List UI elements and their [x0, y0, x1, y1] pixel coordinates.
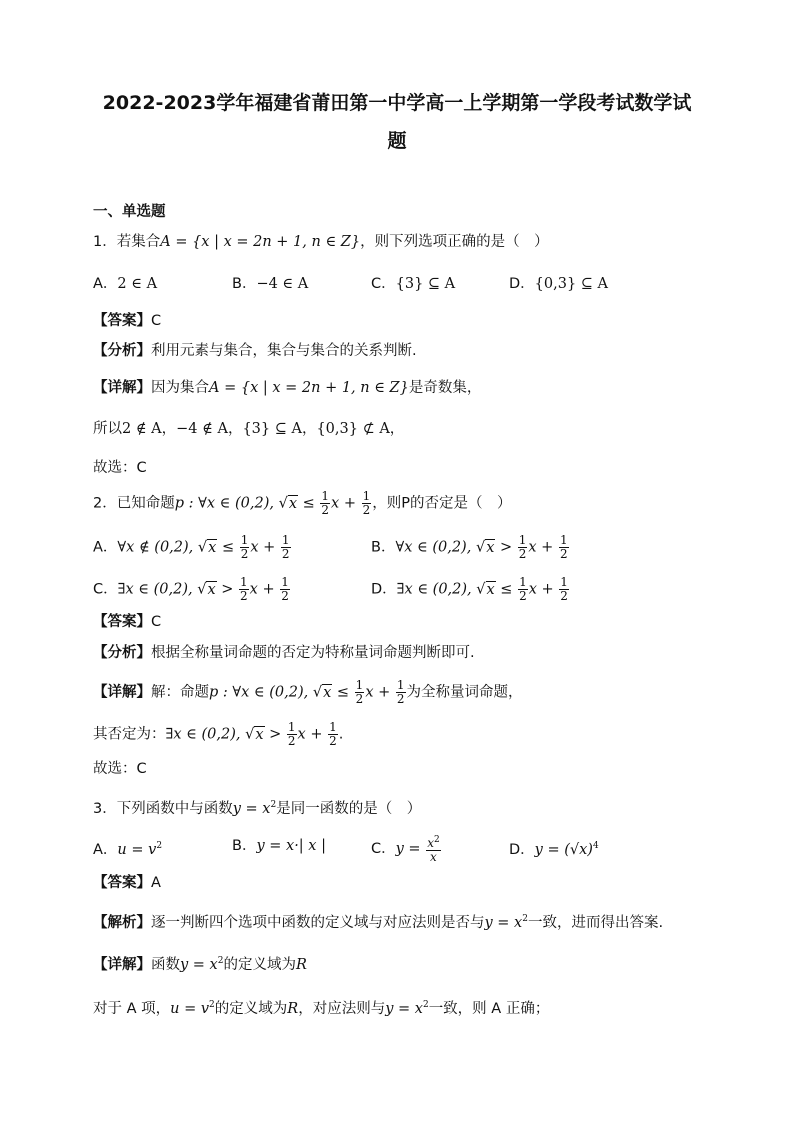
q1-option-c: C．{3} ⊆ A — [371, 276, 456, 292]
q2-option-a: A．∀x ∉ (0,2), √x ≤ $\frac{1}{2}$ x + $\frac{1}{2}$ — [93, 533, 290, 561]
q3-item-a: 对于 A 项，$u = v^2$的定义域为R，对应法则与$y = x^2$一致，则 A 正确； — [93, 1000, 550, 1017]
q2-option-d: D．∃x ∈ (0,2), √x ≤ $\frac{1}{2}$ x + $\frac{1}{2}$ — [371, 575, 568, 603]
q1-option-a: A．2 ∈ A — [93, 276, 158, 292]
document-title-line1: 2022-2023学年福建省莆田第一中学高一上学期第一学段考试数学试 — [102, 92, 692, 114]
q1-option-d: D．{0,3} ⊆ A — [509, 276, 609, 292]
q3-analysis: 【解析】逐一判断四个选项中函数的定义域与对应法则是否与$y = x^2$一致，进而得出答案. — [93, 914, 664, 931]
q1-analysis: 【分析】利用元素与集合，集合与集合的关系判断. — [93, 343, 417, 359]
q1-option-b: B．−4 ∈ A — [232, 276, 309, 292]
q1-choose: 故选：C — [93, 460, 147, 476]
q1-detail: 【详解】因为集合A = {x | x = 2n + 1, n ∈ Z}是奇数集， — [93, 380, 482, 396]
q2-option-c: C．∃x ∈ (0,2), √x > $\frac{1}{2}$ x + $\frac{1}{2}$ — [93, 575, 289, 603]
q2-analysis: 【分析】根据全称量词命题的否定为特称量词命题判断即可. — [93, 645, 475, 661]
q2-answer: 【答案】C — [93, 614, 162, 630]
q3-stem: 3．下列函数中与函数$y = x^2$是同一函数的是（ ） — [93, 800, 422, 817]
q3-answer: 【答案】A — [93, 875, 161, 891]
q3-option-b: B．y = x·| x | — [232, 838, 326, 854]
q2-choose: 故选：C — [93, 761, 147, 777]
sqrt-x: √x — [278, 495, 298, 512]
q1-conclusion: 所以2 ∉ A，−4 ∉ A，{3} ⊆ A，{0,3} ⊄ A， — [93, 421, 405, 437]
q3-option-d: D．$y = (√x)^4$ — [509, 841, 599, 858]
q3-option-a: A．$u = v^2$ — [93, 841, 163, 858]
q1-stem: 1．若集合A = {x | x = 2n + 1, n ∈ Z}，则下列选项正确的是（ ） — [93, 234, 549, 250]
q2-detail: 【详解】解：命题p : ∀x ∈ (0,2), √x ≤ $\frac{1}{2}$ x + $\frac{1}{2}$ 为全称量词命题， — [93, 678, 523, 706]
q2-option-b: B．∀x ∈ (0,2), √x > $\frac{1}{2}$ x + $\frac{1}{2}$ — [371, 533, 568, 561]
q3-option-c: C．y = $\frac{x^2}{x}$ — [371, 835, 440, 864]
document-title-line2: 题 — [387, 130, 407, 152]
q2-stem: 2．已知命题p : ∀x ∈ (0,2), √x ≤ $\frac{1}{2}$ x + $\frac{1}{2}$ ，则P的否定是（ ） — [93, 489, 512, 517]
q1-answer: 【答案】C — [93, 313, 162, 329]
q3-detail: 【详解】函数$y = x^2$的定义域为R — [93, 956, 307, 973]
q2-negation: 其否定为：∃x ∈ (0,2), √x > $\frac{1}{2}$ x + $\frac{1}{2}$ . — [93, 720, 344, 748]
section-heading: 一、单选题 — [93, 204, 166, 220]
